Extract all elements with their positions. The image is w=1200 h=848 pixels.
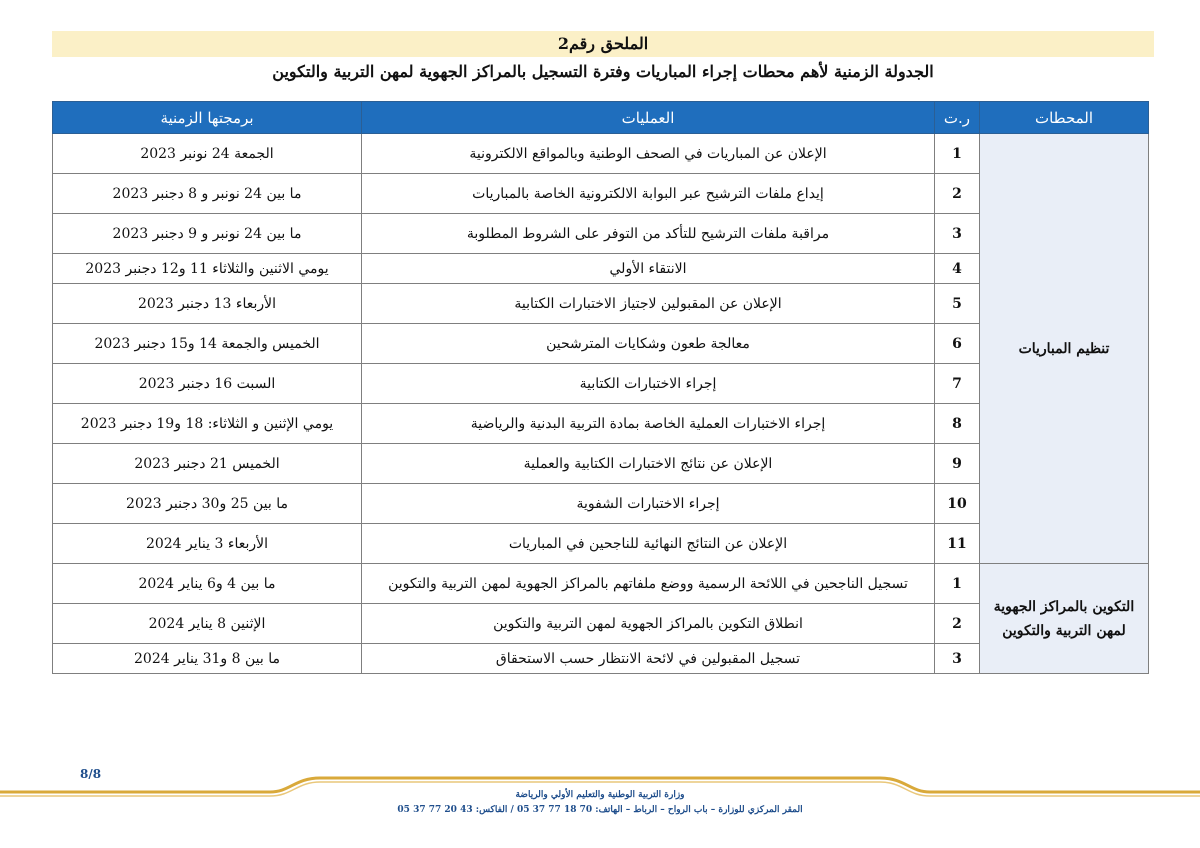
operation-cell: تسجيل الناجحين في اللائحة الرسمية ووضع ملفاتهم بالمراكز الجهوية لمهن التربية والتكوين — [362, 564, 935, 604]
row-number: 8 — [935, 404, 980, 444]
table-row — [53, 564, 1149, 604]
table-row — [53, 134, 1149, 174]
operation-cell: إيداع ملفات الترشيح عبر البوابة الالكترونية الخاصة بالمباريات — [362, 174, 935, 214]
schedule-cell: يومي الإثنين و الثلاثاء: 18 و19 دجنبر 2023 — [53, 404, 362, 444]
stage-cell-competitions: تنظيم المباريات — [980, 134, 1149, 564]
row-number: 9 — [935, 444, 980, 484]
operation-cell: معالجة طعون وشكايات المترشحين — [362, 324, 935, 364]
operation-cell: مراقبة ملفات الترشيح للتأكد من التوفر على الشروط المطلوبة — [362, 214, 935, 254]
schedule-cell: الأربعاء 13 دجنبر 2023 — [53, 284, 362, 324]
schedule-cell: الخميس والجمعة 14 و15 دجنبر 2023 — [53, 324, 362, 364]
operation-cell: إجراء الاختبارات الكتابية — [362, 364, 935, 404]
footer-ministry: وزارة التربية الوطنية والتعليم الأولي والرياضة — [515, 790, 685, 800]
row-number: 6 — [935, 324, 980, 364]
schedule-table — [52, 101, 1149, 674]
schedule-cell: ما بين 24 نونبر و 8 دجنبر 2023 — [53, 174, 362, 214]
row-number: 4 — [935, 254, 980, 284]
page-title: الجدولة الزمنية لأهم محطات إجراء المباريات وفترة التسجيل بالمراكز الجهوية لمهن التربية والتكوين — [272, 62, 934, 81]
column-header-num: ر.ت — [935, 102, 980, 134]
schedule-cell: الخميس 21 دجنبر 2023 — [53, 444, 362, 484]
operation-cell: إجراء الاختبارات الشفوية — [362, 484, 935, 524]
row-number: 11 — [935, 524, 980, 564]
row-number: 1 — [935, 134, 980, 174]
row-number: 3 — [935, 644, 980, 674]
schedule-cell: السبت 16 دجنبر 2023 — [53, 364, 362, 404]
schedule-cell: الجمعة 24 نونبر 2023 — [53, 134, 362, 174]
column-header-operation: العمليات — [362, 102, 935, 134]
operation-cell: الإعلان عن المباريات في الصحف الوطنية وبالمواقع الالكترونية — [362, 134, 935, 174]
operation-cell: الإعلان عن نتائج الاختبارات الكتابية والعملية — [362, 444, 935, 484]
row-number: 1 — [935, 564, 980, 604]
schedule-cell: ما بين 4 و6 يناير 2024 — [53, 564, 362, 604]
operation-cell: تسجيل المقبولين في لائحة الانتظار حسب الاستحقاق — [362, 644, 935, 674]
stage-cell-training: التكوين بالمراكز الجهوية لمهن التربية والتكوين — [980, 564, 1149, 674]
operation-cell: الإعلان عن المقبولين لاجتياز الاختبارات الكتابية — [362, 284, 935, 324]
schedule-cell: ما بين 8 و31 يناير 2024 — [53, 644, 362, 674]
operation-cell: إجراء الاختبارات العملية الخاصة بمادة التربية البدنية والرياضية — [362, 404, 935, 444]
column-header-schedule: برمجتها الزمنية — [53, 102, 362, 134]
schedule-cell: ما بين 24 نونبر و 9 دجنبر 2023 — [53, 214, 362, 254]
row-number: 10 — [935, 484, 980, 524]
page-number: 8/8 — [80, 767, 102, 781]
operation-cell: انطلاق التكوين بالمراكز الجهوية لمهن التربية والتكوين — [362, 604, 935, 644]
table-header-row — [53, 102, 1149, 134]
schedule-cell: الإثنين 8 يناير 2024 — [53, 604, 362, 644]
schedule-cell: ما بين 25 و30 دجنبر 2023 — [53, 484, 362, 524]
row-number: 3 — [935, 214, 980, 254]
row-number: 5 — [935, 284, 980, 324]
operation-cell: الانتقاء الأولي — [362, 254, 935, 284]
column-header-stage: المحطات — [980, 102, 1149, 134]
annex-label: الملحق رقم2 — [52, 31, 1154, 57]
operation-cell: الإعلان عن النتائج النهائية للناجحين في المباريات — [362, 524, 935, 564]
row-number: 2 — [935, 174, 980, 214]
row-number: 7 — [935, 364, 980, 404]
schedule-cell: الأربعاء 3 يناير 2024 — [53, 524, 362, 564]
schedule-cell: يومي الاثنين والثلاثاء 11 و12 دجنبر 2023 — [53, 254, 362, 284]
footer-address: المقر المركزي للوزارة – باب الرواح – الرباط – الهاتف: 70 18 77 37 05 / الفاكس: 43 20 77 37 05 — [397, 805, 803, 815]
row-number: 2 — [935, 604, 980, 644]
